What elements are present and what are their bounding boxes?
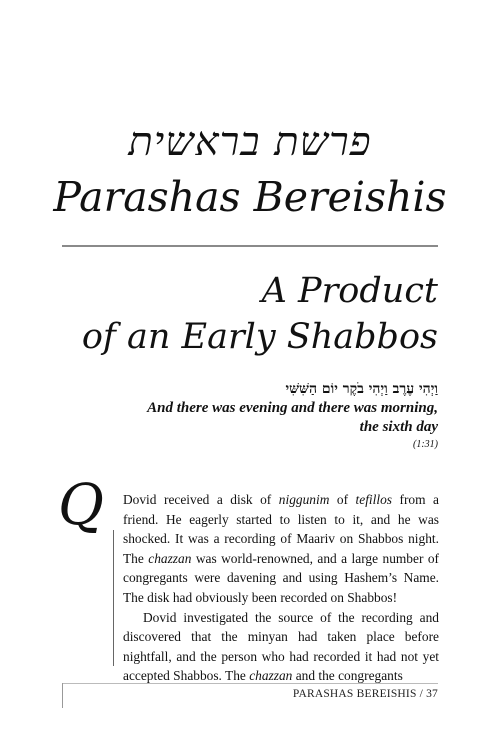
- text-run: from a friend. He eagerly started to listen to it, and he was shocked. It was a recording of Maariv on Shabbos night. The: [123, 492, 439, 566]
- footer-rule: [62, 683, 438, 684]
- subtitle-line-2: of an Early Shabbos: [81, 317, 438, 357]
- verse-english-line-1: And there was evening and there was morning,: [147, 400, 438, 416]
- question-drop-letter: Q: [58, 473, 104, 538]
- text-run: was world-renowned, and a large number of congregants were davening and using Hashem’s Name. The disk had obviously been recorded on Shabbos!: [123, 550, 439, 605]
- footer-corner-mark: [62, 683, 63, 708]
- article-subtitle: [82, 268, 438, 360]
- english-title: Parashas Bereishis: [53, 173, 447, 221]
- italic-term: tefillos: [355, 492, 392, 507]
- question-body: [123, 490, 439, 686]
- question-paragraph-2: [123, 608, 439, 686]
- hebrew-title: פרשת בראשית: [128, 119, 372, 165]
- verse-hebrew: וַיְהִי עֶרֶב וַיְהִי בֹקֶר יוֹם הַשִּׁשִּׁי: [285, 381, 438, 397]
- title-divider: [62, 245, 438, 247]
- text-run: Dovid received a disk of: [123, 492, 279, 507]
- text-run: Dovid investigated the source of the recording and discovered that the minyan had taken place before nightfall, and the person who had recorded it had not yet accepted Shabbos. The: [123, 609, 439, 684]
- text-run: and the congregants: [292, 668, 403, 684]
- verse-english-line-2: the sixth day: [359, 419, 438, 435]
- italic-term: niggunim: [278, 492, 330, 507]
- italic-term: chazzan: [249, 668, 293, 684]
- running-head: PARASHAS BEREISHIS / 37: [292, 688, 438, 700]
- verse-quote: [38, 379, 438, 452]
- question-side-bar: [113, 530, 114, 666]
- italic-term: chazzan: [148, 550, 192, 566]
- question-paragraph-1: [123, 490, 439, 608]
- text-run: of: [329, 492, 356, 507]
- verse-reference: (1:31): [413, 439, 438, 450]
- subtitle-line-1: A Product: [261, 271, 438, 311]
